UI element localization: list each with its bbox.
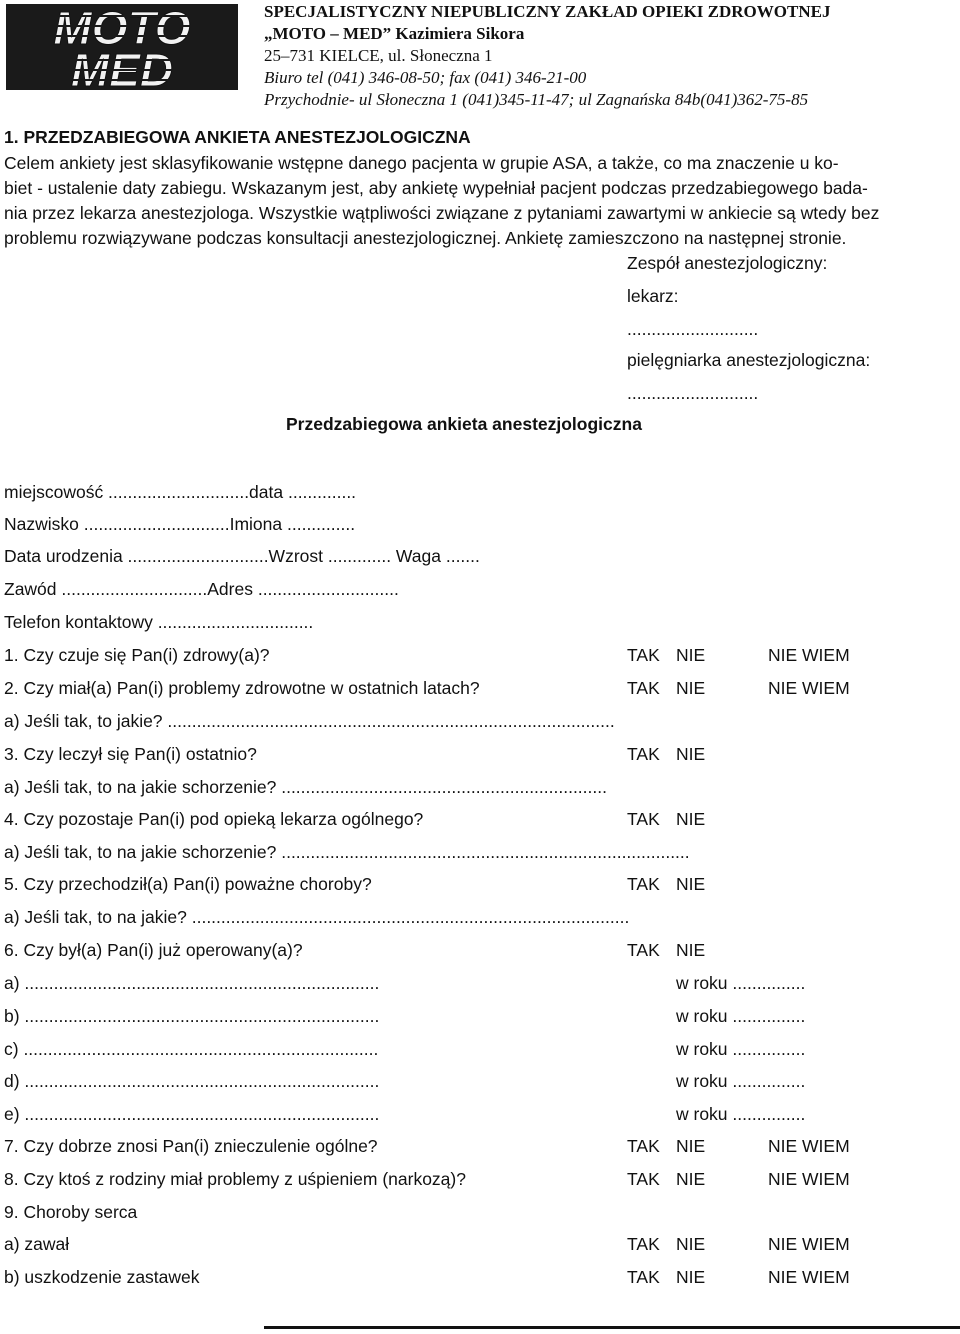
q5-yes-option[interactable]: TAK <box>627 874 660 894</box>
question-5a-field[interactable]: a) Jeśli tak, to na jakie? .......................................................................................... <box>4 907 630 927</box>
q8-yes-option[interactable]: TAK <box>627 1169 660 1189</box>
question-9: 9. Choroby serca <box>4 1202 138 1222</box>
q8-dont-know-option[interactable]: NIE WIEM <box>768 1169 850 1189</box>
operation-d-year-field[interactable]: w roku ............... <box>676 1071 806 1091</box>
logo-text-moto: MOTO <box>53 2 191 54</box>
question-2a-field[interactable]: a) Jeśli tak, to jakie? ............................................................................................ <box>4 711 615 731</box>
q1-yes-option[interactable]: TAK <box>627 645 660 665</box>
intro-line-4: problemu rozwiązywane podczas konsultacji anestezjologicznej. Ankietę zamieszczono na następnej stronie. <box>4 228 847 248</box>
q9a-yes-option[interactable]: TAK <box>627 1234 660 1254</box>
question-9a: a) zawał <box>4 1234 70 1254</box>
question-3a-field[interactable]: a) Jeśli tak, to na jakie schorzenie? ................................................................... <box>4 777 607 797</box>
team-heading: Zespół anestezjologiczny: <box>627 253 828 273</box>
q9b-yes-option[interactable]: TAK <box>627 1267 660 1287</box>
clinic-address: 25–731 KIELCE, ul. Słoneczna 1 <box>264 46 493 65</box>
q4-no-option[interactable]: NIE <box>676 809 706 829</box>
q8-no-option[interactable]: NIE <box>676 1169 706 1189</box>
phone-field[interactable]: Telefon kontaktowy ................................ <box>4 612 314 632</box>
operation-e-year-field[interactable]: w roku ............... <box>676 1104 806 1124</box>
footer-divider <box>264 1326 960 1329</box>
q1-no-option[interactable]: NIE <box>676 645 706 665</box>
q4-yes-option[interactable]: TAK <box>627 809 660 829</box>
intro-line-1: Celem ankiety jest sklasyfikowanie wstępne danego pacjenta w grupie ASA, a także, co ma znaczenie u ko- <box>4 153 839 173</box>
q2-no-option[interactable]: NIE <box>676 678 706 698</box>
question-1: 1. Czy czuje się Pan(i) zdrowy(a)? <box>4 645 270 665</box>
q6-no-option[interactable]: NIE <box>676 940 706 960</box>
operation-b-field[interactable]: b) ......................................................................... <box>4 1006 380 1026</box>
question-7: 7. Czy dobrze znosi Pan(i) znieczulenie ogólne? <box>4 1136 378 1156</box>
moto-med-logo <box>4 2 240 92</box>
question-4a-field[interactable]: a) Jeśli tak, to na jakie schorzenie? .................................................................................... <box>4 842 690 862</box>
nurse-field[interactable]: ........................... <box>627 383 759 403</box>
operation-c-year-field[interactable]: w roku ............... <box>676 1039 806 1059</box>
q3-yes-option[interactable]: TAK <box>627 744 660 764</box>
form-title: Przedzabiegowa ankieta anestezjologiczna <box>286 414 642 434</box>
nurse-label: pielęgniarka anestezjologiczna: <box>627 350 871 370</box>
q2-dont-know-option[interactable]: NIE WIEM <box>768 678 850 698</box>
operation-a-year-field[interactable]: w roku ............... <box>676 973 806 993</box>
operation-c-field[interactable]: c) ......................................................................... <box>4 1039 379 1059</box>
place-date-field[interactable]: miejscowość .............................data .............. <box>4 482 357 502</box>
clinic-name: SPECJALISTYCZNY NIEPUBLICZNY ZAKŁAD OPIEKI ZDROWOTNEJ <box>264 2 831 21</box>
q9a-dont-know-option[interactable]: NIE WIEM <box>768 1234 850 1254</box>
occupation-address-field[interactable]: Zawód ..............................Adres ............................. <box>4 579 399 599</box>
doctor-field[interactable]: ........................... <box>627 319 759 339</box>
intro-line-3: nia przez lekarza anestezjologa. Wszystkie wątpliwości związane z pytaniami zawartymi w ankiecie są wtedy bez <box>4 203 880 223</box>
q3-no-option[interactable]: NIE <box>676 744 706 764</box>
question-5: 5. Czy przechodził(a) Pan(i) poważne choroby? <box>4 874 372 894</box>
intro-line-2: biet - ustalenie daty zabiegu. Wskazanym jest, aby ankietę wypełniał pacjent podczas przedzabiegowego bada- <box>4 178 868 198</box>
question-6: 6. Czy był(a) Pan(i) już operowany(a)? <box>4 940 303 960</box>
q7-yes-option[interactable]: TAK <box>627 1136 660 1156</box>
q5-no-option[interactable]: NIE <box>676 874 706 894</box>
q9b-dont-know-option[interactable]: NIE WIEM <box>768 1267 850 1287</box>
logo-text-med: MED <box>70 44 174 92</box>
section-title: 1. PRZEDZABIEGOWA ANKIETA ANESTEZJOLOGICZNA <box>4 127 471 147</box>
q9a-no-option[interactable]: NIE <box>676 1234 706 1254</box>
clinic-branches: Przychodnie- ul Słoneczna 1 (041)345-11-47; ul Zagnańska 84b(041)362-75-85 <box>264 90 809 109</box>
q7-dont-know-option[interactable]: NIE WIEM <box>768 1136 850 1156</box>
question-4: 4. Czy pozostaje Pan(i) pod opieką lekarza ogólnego? <box>4 809 424 829</box>
operation-d-field[interactable]: d) ......................................................................... <box>4 1071 380 1091</box>
birth-height-weight-field[interactable]: Data urodzenia .............................Wzrost ............. Waga ....... <box>4 546 480 566</box>
operation-b-year-field[interactable]: w roku ............... <box>676 1006 806 1026</box>
name-field[interactable]: Nazwisko ..............................Imiona .............. <box>4 514 356 534</box>
question-2: 2. Czy miał(a) Pan(i) problemy zdrowotne w ostatnich latach? <box>4 678 480 698</box>
q9b-no-option[interactable]: NIE <box>676 1267 706 1287</box>
question-3: 3. Czy leczył się Pan(i) ostatnio? <box>4 744 257 764</box>
q7-no-option[interactable]: NIE <box>676 1136 706 1156</box>
doctor-label: lekarz: <box>627 286 679 306</box>
q2-yes-option[interactable]: TAK <box>627 678 660 698</box>
operation-a-field[interactable]: a) ......................................................................... <box>4 973 380 993</box>
clinic-phone: Biuro tel (041) 346-08-50; fax (041) 346-21-00 <box>264 68 587 87</box>
operation-e-field[interactable]: e) ......................................................................... <box>4 1104 380 1124</box>
q1-dont-know-option[interactable]: NIE WIEM <box>768 645 850 665</box>
clinic-owner: „MOTO – MED” Kazimiera Sikora <box>264 24 525 43</box>
question-8: 8. Czy ktoś z rodziny miał problemy z uśpieniem (narkozą)? <box>4 1169 466 1189</box>
question-9b: b) uszkodzenie zastawek <box>4 1267 200 1287</box>
q6-yes-option[interactable]: TAK <box>627 940 660 960</box>
